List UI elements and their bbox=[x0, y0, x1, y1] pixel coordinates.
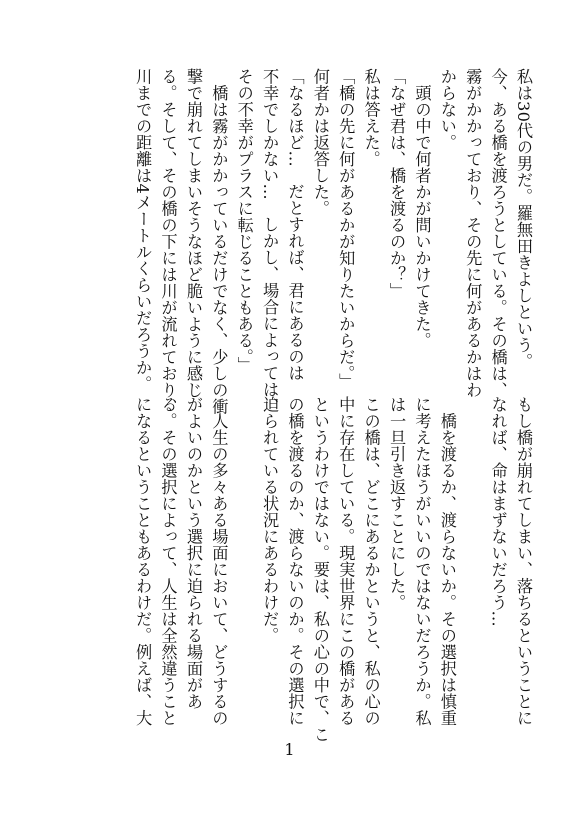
text-column: からない。 bbox=[437, 68, 457, 151]
text-column: る。その選択によって、人生は全然違うこと bbox=[158, 396, 178, 726]
text-column: 川までの距離は4メートルくらいだろうか。 bbox=[133, 68, 153, 393]
text-column: がよいのかという選択に迫られる場面があ bbox=[183, 396, 203, 710]
text-column: る。そして、その橋の下には川が流れており、 bbox=[158, 68, 178, 415]
text-column: 私は答えた。 bbox=[361, 68, 381, 167]
text-column: 霧がかかっており、その先に何があるかはわ bbox=[463, 68, 483, 398]
text-block-top bbox=[125, 68, 533, 415]
text-column: その不幸がプラスに転じることもある。」 bbox=[234, 68, 254, 374]
text-column: になるということもあるわけだ。例えば、大 bbox=[133, 396, 153, 726]
text-column: 橋は霧がかかっているだけでなく、少しの衝 bbox=[209, 68, 229, 415]
page-number: 1 bbox=[284, 740, 295, 759]
text-column bbox=[226, 396, 251, 692]
text-column: 中に存在している。現実世界にこの橋がある bbox=[336, 396, 356, 726]
text-column: の橋を渡るのか、渡らないのか。その選択に bbox=[285, 396, 305, 726]
text-column: 「なぜ君は、橋を渡るのか？」 bbox=[387, 68, 407, 299]
text-column: 迫られている状況にあるわけだ。 bbox=[260, 396, 280, 644]
text-column: 何者かは返答した。 bbox=[310, 68, 330, 217]
text-column: 「橋の先に何があるかが知りたいからだ。」 bbox=[336, 68, 356, 390]
text-column: 私は30代の男だ。羅無田きよしという。 bbox=[514, 68, 533, 370]
text-column: 撃で崩れてしまいそうなほど脆いように感じ bbox=[183, 68, 203, 398]
text-column: に考えたほうがいいのではないだろうか。私 bbox=[412, 396, 432, 726]
text-column: もし橋が崩れてしまい、落ちるということに bbox=[514, 396, 533, 726]
text-column: というわけではない。要は、私の心の中で、こ bbox=[310, 396, 330, 743]
text-column: 今、ある橋を渡ろうとしている。その橋は、 bbox=[488, 68, 508, 398]
text-column: 頭の中で何者かが問いかけてきた。 bbox=[412, 68, 432, 349]
text-block-bottom bbox=[125, 396, 533, 743]
text-column: 不幸でしかない… しかし、場合によっては、 bbox=[260, 68, 280, 415]
text-column: この橋は、どこにあるかというと、私の心の bbox=[361, 396, 381, 726]
text-column: 「なるほど… だとすれば、君にあるのは bbox=[285, 68, 305, 382]
text-column: 橋を渡るか、渡らないか。その選択は慎重 bbox=[437, 396, 457, 726]
text-column: は一旦引き返すことにした。 bbox=[387, 396, 407, 611]
text-column: なれば、命はまずないだろう… bbox=[488, 396, 508, 627]
text-column bbox=[455, 396, 480, 692]
text-column: 人生の多々ある場面において、どうするの bbox=[209, 396, 229, 726]
